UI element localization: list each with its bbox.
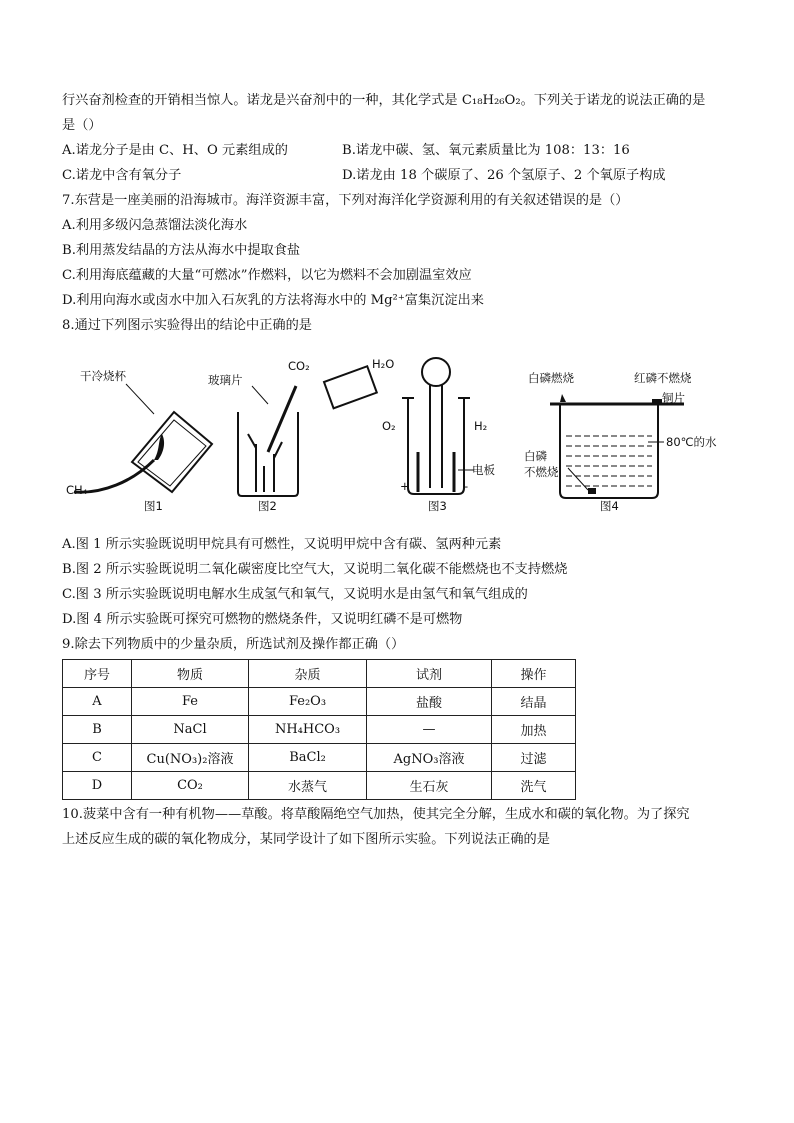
header-cell: 物质 [132,660,249,688]
table-cell: Fe₂O₃ [249,688,367,716]
table-cell: NH₄HCO₃ [249,716,367,744]
fig3-h2-label: H₂ [474,419,488,433]
table-cell: A [63,688,132,716]
fig4-red-noburn-label: 红磷不燃烧 [634,371,692,385]
table-cell: NaCl [132,716,249,744]
table-row [63,772,576,800]
table-header-row [63,660,576,688]
fig1-beaker-label: 干冷烧杯 [80,369,126,383]
q7-option-c: C.利用海底蕴藏的大量“可燃冰”作燃料，以它为燃料不会加剧温室效应 [62,268,472,283]
fig4-caption: 图4 [600,499,619,513]
q6-stem-line1: 行兴奋剂检查的开销相当惊人。诺龙是兴奋剂中的一种，其化学式是 C₁₈H₂₆O₂。下列关于诺龙的说法正确的是 [62,93,706,108]
table-cell: Fe [132,688,249,716]
q6-options-row2 [62,163,742,188]
q8-option-a: A.图 1 所示实验既说明甲烷具有可燃性，又说明甲烷中含有碳、氢两种元素 [62,537,502,552]
table-cell: 生石灰 [367,772,492,800]
q8-option-d: D.图 4 所示实验既可探究可燃物的燃烧条件，又说明红磷不是可燃物 [62,612,463,627]
fig2-caption: 图2 [258,499,277,513]
table-cell: BaCl₂ [249,744,367,772]
table-cell: CO₂ [132,772,249,800]
q8-figure [62,342,742,528]
header-cell: 序号 [63,660,132,688]
header-cell: 杂质 [249,660,367,688]
fig4-white-noburn-label-2: 不燃烧 [524,465,559,479]
table-cell: C [63,744,132,772]
q6-option-b: B.诺龙中碳、氢、氧元素质量比为 108：13：16 [342,143,630,158]
fig1-methane-beaker [66,369,212,513]
fig2-glass-label: 玻璃片 [208,373,243,387]
table-cell: AgNO₃溶液 [367,744,492,772]
table-cell: B [63,716,132,744]
fig4-combustion [524,371,717,513]
fig3-electrode-label: 电板 [472,463,495,477]
q7-stem: 7.东营是一座美丽的沿海城市。海洋资源丰富，下列对海洋化学资源利用的有关叙述错误的是（） [62,193,629,208]
q7-option-d: D.利用向海水或卤水中加入石灰乳的方法将海水中的 Mg²⁺富集沉淀出来 [62,293,484,308]
q6-options-row1 [62,138,742,163]
table-row [63,744,576,772]
q6-option-d: D.诺龙由 18 个碳原了、26 个氢原子、2 个氧原子构成 [342,168,666,183]
table-cell: 过滤 [492,744,576,772]
table-cell: 盐酸 [367,688,492,716]
q9-table [62,659,576,800]
q8-stem: 8.通过下列图示实验得出的结论中正确的是 [62,318,312,333]
fig2-co2-candles [208,359,377,513]
header-cell: 试剂 [367,660,492,688]
experiment-figures [62,342,742,528]
table-cell: 洗气 [492,772,576,800]
fig1-caption: 图1 [144,499,163,513]
table-row [63,688,576,716]
q8-option-b: B.图 2 所示实验既说明二氧化碳密度比空气大，又说明二氧化碳不能燃烧也不支持燃烧 [62,562,568,577]
fig1-gas-label: CH₄ [66,483,88,497]
fig4-copper-label: 铜片 [662,391,685,405]
fig4-water-label: 80℃的水 [666,435,717,449]
q7-option-b: B.利用蒸发结晶的方法从海水中提取食盐 [62,243,301,258]
table-cell: 水蒸气 [249,772,367,800]
fig3-plus-sign: + [400,479,410,493]
table-cell: D [63,772,132,800]
header-cell: 操作 [492,660,576,688]
q8-option-c: C.图 3 所示实验既说明电解水生成氢气和氧气，又说明水是由氢气和氧气组成的 [62,587,528,602]
fig3-minus-sign: - [464,479,469,493]
fig3-electrolysis [372,357,495,513]
q6-option-c: C.诺龙中含有氧分子 [62,168,182,183]
table-cell: — [367,716,492,744]
table-cell: 加热 [492,716,576,744]
fig2-gas-label: CO₂ [288,359,310,373]
fig4-white-burn-label: 白磷燃烧 [528,371,574,385]
q6-option-a: A.诺龙分子是由 C、H、O 元素组成的 [62,143,288,158]
q10-stem-line1: 10.菠菜中含有一种有机物——草酸。将草酸隔绝空气加热，使其完全分解，生成水和碳的氧化物。为了探究 [62,807,690,822]
fig3-caption: 图3 [428,499,447,513]
q9-stem: 9.除去下列物质中的少量杂质，所选试剂及操作都正确（） [62,637,405,652]
table-cell: 结晶 [492,688,576,716]
q7-option-a: A.利用多级闪急蒸馏法淡化海水 [62,218,248,233]
q6-stem-line2: 是（） [62,118,102,133]
fig4-white-noburn-label-1: 白磷 [524,449,547,463]
exam-page [62,88,742,852]
fig3-h2o-label: H₂O [372,357,395,371]
table-row [63,716,576,744]
table-cell: Cu(NO₃)₂溶液 [132,744,249,772]
fig3-o2-label: O₂ [382,419,396,433]
q10-stem-line2: 上述反应生成的碳的氧化物成分，某同学设计了如下图所示实验。下列说法正确的是 [62,832,550,847]
